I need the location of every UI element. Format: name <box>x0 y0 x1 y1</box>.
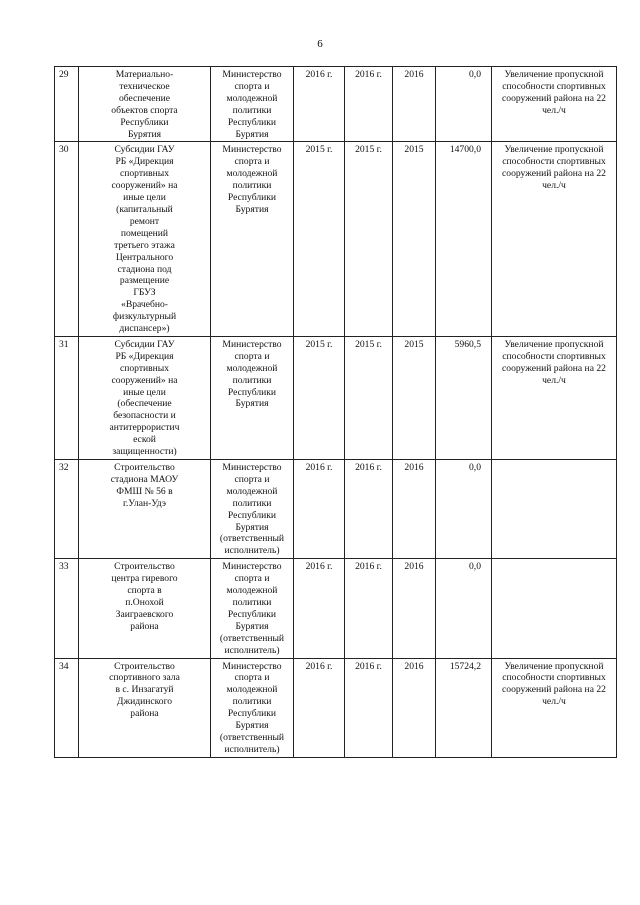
end-date: 2016 г. <box>345 658 393 757</box>
start-date: 2016 г. <box>294 67 345 142</box>
funding-year: 2016 <box>393 658 436 757</box>
table-row <box>55 559 617 658</box>
row-number: 33 <box>55 559 79 658</box>
end-date: 2016 г. <box>345 460 393 559</box>
funding-year: 2015 <box>393 142 436 337</box>
table-row <box>55 658 617 757</box>
start-date: 2015 г. <box>294 142 345 337</box>
start-date: 2016 г. <box>294 559 345 658</box>
funding-year: 2015 <box>393 336 436 459</box>
row-number: 34 <box>55 658 79 757</box>
row-number: 32 <box>55 460 79 559</box>
measure-name: Строительство центра гиревого спорта в п.Онохой Заиграевского района <box>111 561 178 632</box>
expected-result: Увеличение пропускной способности спортивных сооружений района на 22 чел./ч <box>502 144 606 192</box>
funding-year: 2016 <box>393 67 436 142</box>
table-row <box>55 460 617 559</box>
funding-amount: 15724,2 <box>436 658 492 757</box>
measure-name: Материально- техническое обеспечение объектов спорта Республики Бурятия <box>111 69 178 140</box>
measure-name: Субсидии ГАУ РБ «Дирекция спортивных сооружений» на иные цели (обеспечение безопасности и антитеррористич еской защищенности) <box>109 338 180 458</box>
table-row <box>55 336 617 459</box>
row-number: 29 <box>55 67 79 142</box>
funding-amount: 0,0 <box>436 559 492 658</box>
funding-amount: 0,0 <box>436 67 492 142</box>
executor: Министерство спорта и молодежной политики Республики Бурятия (ответственный исполнитель) <box>219 462 285 557</box>
end-date: 2016 г. <box>345 559 393 658</box>
end-date: 2016 г. <box>345 67 393 142</box>
page-number: 6 <box>317 38 323 50</box>
executor: Министерство спорта и молодежной политики Республики Бурятия <box>222 69 282 140</box>
funding-year: 2016 <box>393 559 436 658</box>
measure-name: Субсидии ГАУ РБ «Дирекция спортивных сооружений» на иные цели (капитальный ремонт помещений третьего этажа Центрального стадиона под размещение ГБУЗ «Врачебно- физкультурный диспансер») <box>111 144 178 335</box>
end-date: 2015 г. <box>345 142 393 337</box>
executor: Министерство спорта и молодежной политики Республики Бурятия <box>222 338 282 410</box>
expected-result: Увеличение пропускной способности спортивных сооружений района на 22 чел./ч <box>502 660 606 708</box>
measure-name: Строительство стадиона МАОУ ФМШ № 56 в г.Улан-Удэ <box>110 462 179 509</box>
measure-name: Строительство спортивного зала в с. Инзагатуй Джидинского района <box>109 660 180 720</box>
funding-amount: 5960,5 <box>436 336 492 459</box>
expected-result: Увеличение пропускной способности спортивных сооружений района на 22 чел./ч <box>502 338 606 386</box>
row-number: 30 <box>55 142 79 337</box>
start-date: 2016 г. <box>294 658 345 757</box>
executor: Министерство спорта и молодежной политики Республики Бурятия (ответственный исполнитель) <box>219 660 285 755</box>
expected-result: Увеличение пропускной способности спортивных сооружений района на 22 чел./ч <box>502 69 606 116</box>
row-number: 31 <box>55 336 79 459</box>
start-date: 2016 г. <box>294 460 345 559</box>
table-row <box>55 67 617 142</box>
program-measures-table <box>54 66 617 758</box>
executor: Министерство спорта и молодежной политики Республики Бурятия (ответственный исполнитель) <box>219 561 285 656</box>
funding-year: 2016 <box>393 460 436 559</box>
executor: Министерство спорта и молодежной политики Республики Бурятия <box>222 144 282 215</box>
funding-amount: 0,0 <box>436 460 492 559</box>
start-date: 2015 г. <box>294 336 345 459</box>
end-date: 2015 г. <box>345 336 393 459</box>
funding-amount: 14700,0 <box>436 142 492 337</box>
table-row <box>55 142 617 337</box>
